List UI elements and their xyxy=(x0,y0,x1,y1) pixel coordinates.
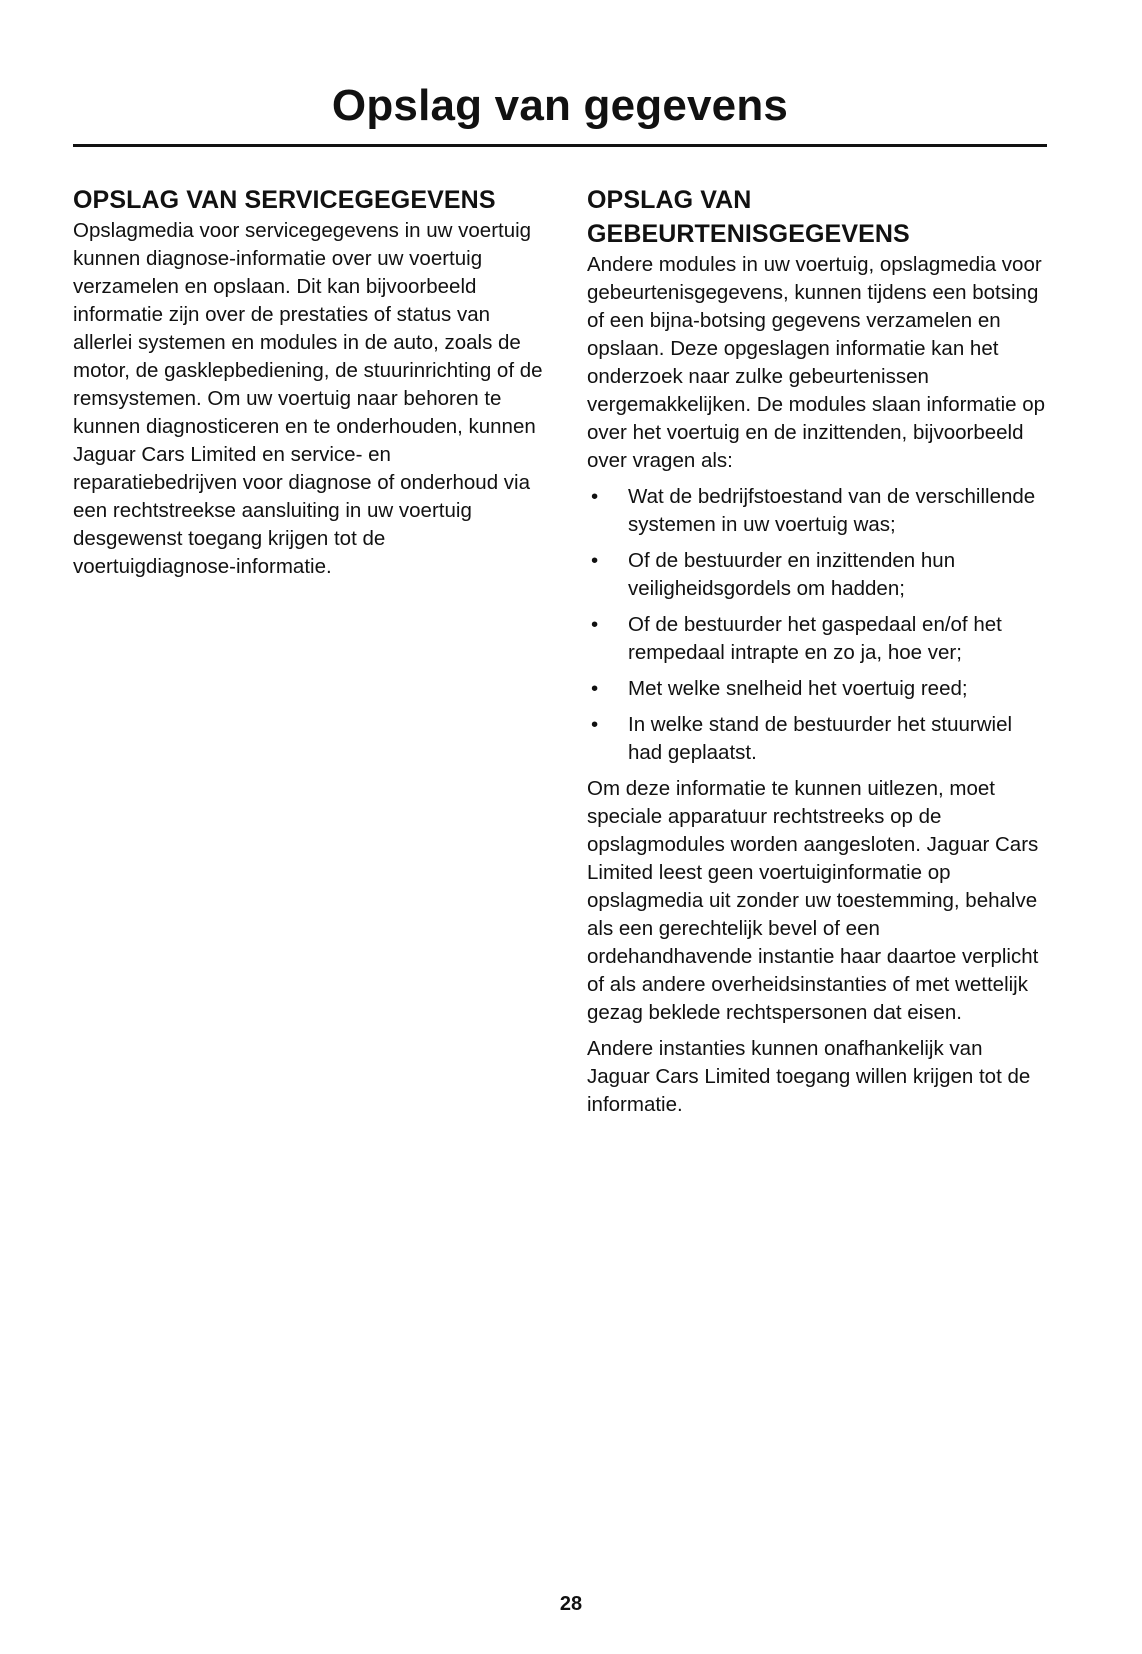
list-item-text: Of de bestuurder het gaspedaal en/of het rempedaal intrapte en zo ja, hoe ver; xyxy=(628,613,1002,664)
list-item-text: In welke stand de bestuurder het stuurwiel had geplaatst. xyxy=(628,713,1013,764)
page-number: 28 xyxy=(559,1593,583,1615)
event-data-paragraph-third-parties: Andere instanties kunnen onafhankelijk van Jaguar Cars Limited toegang willen krijgen tot de informatie. xyxy=(587,1037,1031,1116)
bullet-icon: • xyxy=(591,549,599,572)
list-item xyxy=(587,711,1049,767)
event-data-paragraph-readout: Om deze informatie te kunnen uitlezen, moet speciale apparatuur rechtstreeks op de opslagmodules worden aangesloten. Jaguar Cars Limited leest geen voertuiginformatie op opslagmedia uit zonder uw toestemming, behalve als een gerechtelijk bevel of een ordehandhavende instantie haar daartoe verplicht of als andere overheidsinstanties of met wettelijk gezag beklede rechtspersonen dat eisen. xyxy=(587,777,1039,1024)
list-item-text: Of de bestuurder en inzittenden hun veiligheidsgordels om hadden; xyxy=(628,549,956,600)
list-item xyxy=(587,611,1049,667)
service-data-section xyxy=(73,183,543,581)
bullet-icon: • xyxy=(591,613,599,636)
event-data-section xyxy=(587,183,1049,1119)
list-item xyxy=(587,483,1049,539)
bullet-icon: • xyxy=(591,485,599,508)
event-data-heading: OPSLAG VAN GEBEURTENISGEGEVENS xyxy=(587,186,910,248)
list-item-text: Met welke snelheid het voertuig reed; xyxy=(628,677,968,700)
service-data-heading: OPSLAG VAN SERVICEGEGEVENS xyxy=(73,186,496,214)
page-title: Opslag van gegevens xyxy=(331,81,789,130)
event-data-intro: Andere modules in uw voertuig, opslagmedia voor gebeurtenisgegevens, kunnen tijdens een botsing of een bijna-botsing gegevens verzamelen en opslaan. Deze opgeslagen informatie kan het onderzoek naar zulke gebeurtenissen vergemakkelijken. De modules slaan informatie op over het voertuig en de inzittenden, bijvoorbeeld over vragen als: xyxy=(587,253,1046,472)
service-data-paragraph: Opslagmedia voor servicegegevens in uw voertuig kunnen diagnose-informatie over uw voertuig verzamelen en opslaan. Dit kan bijvoorbeeld informatie zijn over de prestaties of status van allerlei systemen en modules in de auto, zoals de motor, de gasklepbediening, de stuurinrichting of de remsystemen. Om uw voertuig naar behoren te kunnen diagnosticeren en te onderhouden, kunnen Jaguar Cars Limited en service- en reparatiebedrijven voor diagnose of onderhoud via een rechtstreekse aansluiting in uw voertuig desgewenst toegang krijgen tot de voertuigdiagnose-informatie. xyxy=(73,219,543,578)
event-data-bullet-list xyxy=(587,483,1049,767)
list-item xyxy=(587,547,1049,603)
list-item-text: Wat de bedrijfstoestand van de verschillende systemen in uw voertuig was; xyxy=(628,485,1036,536)
bullet-icon: • xyxy=(591,713,599,736)
list-item xyxy=(587,675,1049,703)
bullet-icon: • xyxy=(591,677,599,700)
title-divider xyxy=(73,144,1047,147)
